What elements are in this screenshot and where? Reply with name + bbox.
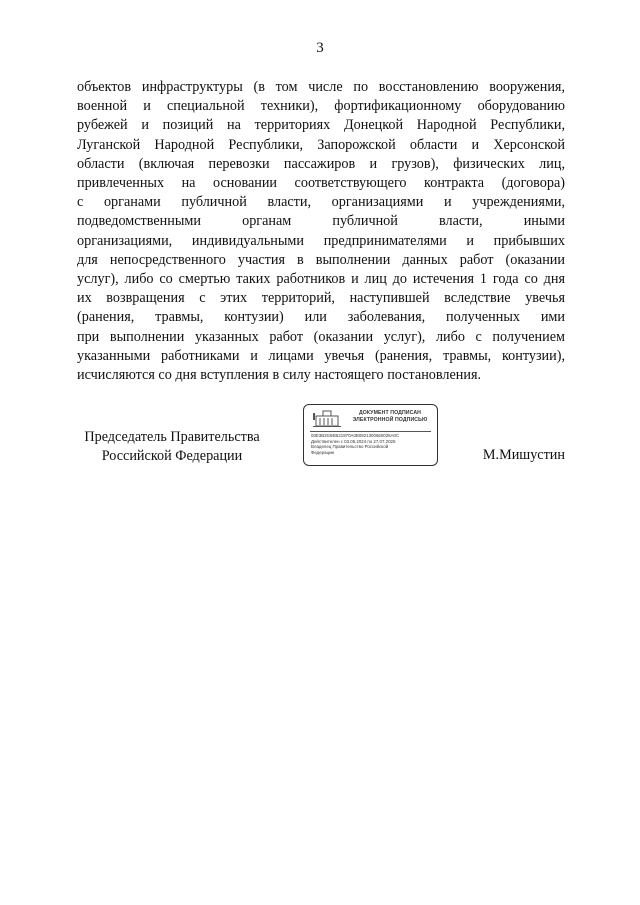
certificate-owner: Федерации	[311, 449, 334, 455]
signatory-title-line: Российской Федерации	[101, 448, 243, 464]
body-line: привлеченных на основании соответствующего контракта (договора)	[77, 175, 565, 192]
body-line: военной и специальной техники), фортификационному оборудованию	[77, 98, 565, 115]
stamp-title-line: ЭЛЕКТРОННОЙ ПОДПИСЬЮ	[352, 416, 428, 423]
body-line: организациями, индивидуальными предпринимателями и прибывших	[77, 232, 565, 249]
body-line: их возвращения с этих территорий, наступившей вследствие увечья	[77, 290, 565, 307]
certificate-validity: Действителен с 03.05.2024 по 27.07.2025	[311, 438, 396, 444]
body-line: подведомственными органам публичной власти, иными	[77, 213, 565, 230]
government-building-icon	[312, 410, 342, 428]
body-line: указанными работниками и лицами увечья (ранения, травмы, контузии),	[77, 347, 565, 364]
body-line: Луганской Народной Республики, Запорожской области и Херсонской	[77, 136, 565, 153]
body-line: с органами публичной власти, организациями и учреждениями,	[77, 194, 565, 211]
certificate-serial: 00E3B3G6EB21970A0B0921300660025A0C	[311, 433, 400, 438]
certificate-owner: Владелец Правительство Российской	[311, 444, 389, 450]
body-line: исчисляются со дня вступления в силу настоящего постановления.	[77, 367, 482, 384]
signatory-name: М.Мишустин	[482, 447, 565, 463]
body-line: для непосредственного участия в выполнении данных работ (оказании	[77, 251, 565, 268]
body-line: рубежей и позиций на территориях Донецкой Народной Республики,	[77, 117, 565, 134]
stamp-title	[346, 410, 434, 423]
page-number: 3	[316, 40, 324, 56]
stamp-details	[311, 433, 433, 455]
signatory-title-line: Председатель Правительства	[84, 429, 260, 445]
stamp-title-line: ДОКУМЕНТ ПОДПИСАН	[358, 410, 422, 416]
electronic-signature-stamp	[303, 404, 438, 466]
body-line: при выполнении указанных работ (оказании услуг), либо с получением	[77, 328, 565, 345]
body-paragraph	[77, 78, 565, 385]
body-line: услуг), либо со смертью таких работников и лиц до истечения 1 года со дня	[77, 271, 565, 288]
body-line: объектов инфраструктуры (в том числе по восстановлению вооружения,	[77, 79, 565, 95]
signatory-title	[77, 428, 267, 466]
body-line: области (включая перевозки пассажиров и грузов), физических лиц,	[77, 155, 565, 172]
body-line: (ранения, травмы, контузии) или заболевания, полученных ими	[77, 309, 565, 326]
stamp-divider	[310, 431, 431, 432]
